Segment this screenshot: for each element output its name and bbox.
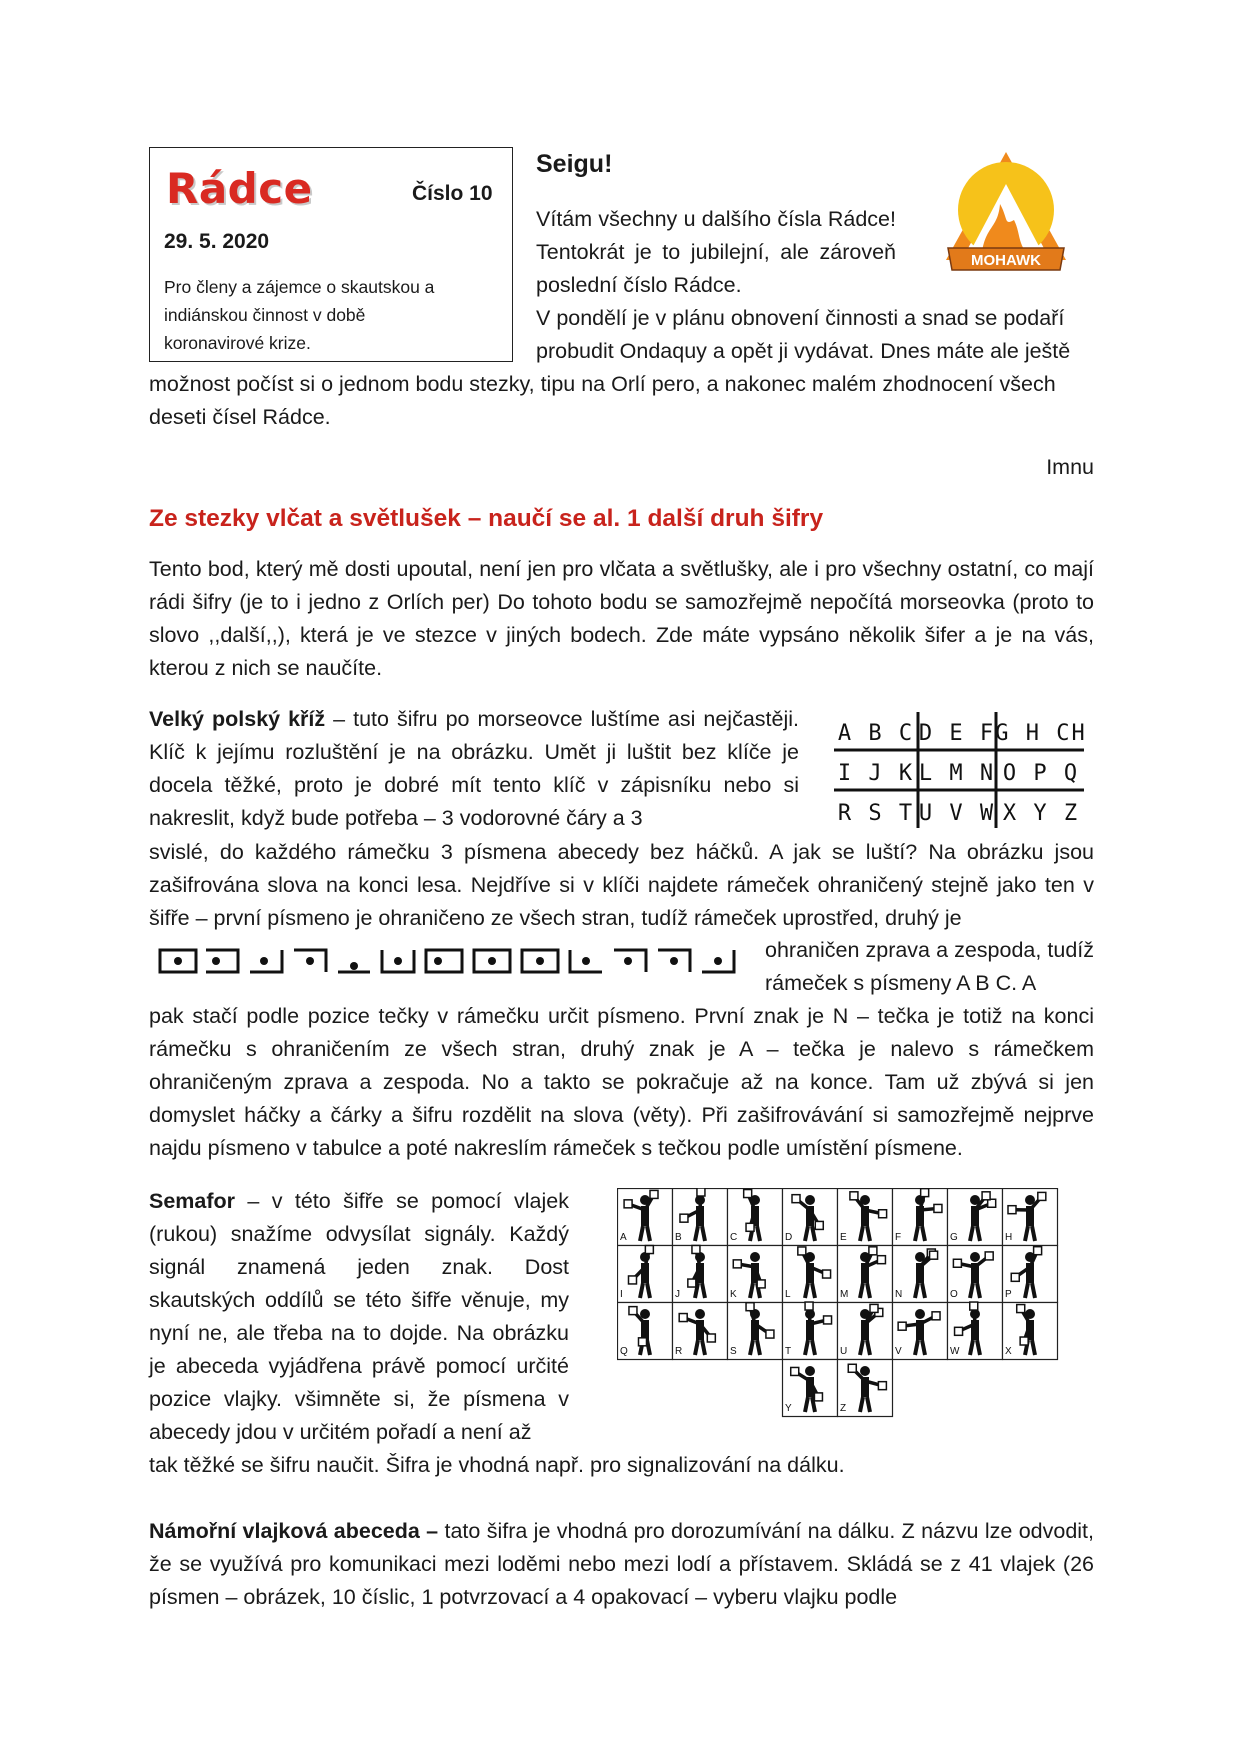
semaphore-letter: Y <box>785 1403 792 1414</box>
semaphore-cell <box>948 1189 1003 1246</box>
semaphore-cell <box>1003 1246 1058 1303</box>
semaphore-letter: D <box>785 1232 793 1243</box>
section-paragraph: Tento bod, který mě dosti upoutal, není jen pro vlčata a světlušky, ale i pro všechny ostatní, co mají rádi šifry (je to i jedno z Orlích per) Do tohoto bodu se samozřejmě nepočítá morseovka (proto to slovo ,,další,,), která je ve stezce v jiných bodech. Zde máte vypsáno několik šifer a je na vás, kterou z nich se naučíte. <box>149 557 1094 680</box>
namorni-paragraph <box>149 1515 1094 1614</box>
semaphore-cell <box>1003 1189 1058 1246</box>
semaphore-letter: O <box>950 1289 958 1300</box>
semafor-term: Semafor <box>149 1189 236 1213</box>
semafor-paragraph-a <box>149 1185 569 1449</box>
semaphore-letter: M <box>840 1289 849 1300</box>
newsletter-title: Rádce <box>166 164 313 213</box>
key-cell: O P Q <box>1002 761 1080 786</box>
key-cell: R S T <box>837 801 915 826</box>
semaphore-cell <box>838 1189 893 1246</box>
semaphore-cell <box>893 1189 948 1246</box>
semafor-text-a: – v této šifře se pomocí vlajek (rukou) snažíme odvysílat signály. Každý signál znamená jeden znak. Dost skautských oddílů se této šifře věnuje, my nyní ne, ale třeba na to dojde. Na obrázku je abeceda vyjádřena právě pomocí určité pozice vlajky. všimněte si, že písmena v abecedy jdou v určitém pořadí a není až <box>149 1189 569 1444</box>
key-cell: G H CH <box>995 721 1087 746</box>
semaphore-cell <box>728 1303 783 1360</box>
polsky-text-a: – tuto šifru po morseovce luštíme asi nejčastěji. Klíč k jejímu rozluštění je na obrázku. Umět ji luštit bez klíče je docela těžké, proto je dobré mít tento klíč v zápisníku nebo si nakreslit, když bude potřeba – 3 vodorovné čáry a 3 <box>149 707 799 830</box>
semaphore-cell <box>728 1189 783 1246</box>
semaphore-letter: J <box>675 1289 680 1300</box>
semaphore-letter: A <box>620 1232 627 1243</box>
semaphore-cell <box>948 1246 1003 1303</box>
newsletter-description: Pro členy a zájemce o skautskou a indiánskou činnost v době koronavirové krize. <box>164 277 435 353</box>
semaphore-cell <box>783 1360 838 1417</box>
semaphore-cell <box>783 1189 838 1246</box>
key-cell: D E F <box>918 721 996 746</box>
namorni-text: tato šifra je vhodná pro dorozumívání na dálku. Z názvu lze odvodit, že se využívá pro komunikaci mezi loděmi nebo mezi lodí a přístavem. Skládá se z 41 vlajek (26 písmen – obrázek, 10 číslic, 1 potvrzovací a 4 opakovací – vyberu vlajku podle <box>149 1519 1094 1609</box>
semaphore-letter: Z <box>840 1403 847 1414</box>
semaphore-cell <box>838 1246 893 1303</box>
logo-text: MOHAWK <box>971 252 1041 269</box>
polsky-paragraph-d: pak stačí podle pozice tečky v rámečku určit písmeno. První znak je N – tečka je totiž na konci rámečku s ohraničením ze všech stran, druhý znak je A – tečka je nalevo s rámečkem ohraničeným zprava a zespoda. No a takto se pokračuje až na konce. Tam už zbývá si jen domyslet háčky a čárky a šifru rozdělit na slova (věty). Při zašifrovávání si samozřejmě nejprve najdu písmeno v tabulce a poté nakreslím rámeček s tečkou podle umístění písmene. <box>149 1004 1094 1160</box>
semaphore-cell <box>783 1246 838 1303</box>
semaphore-alphabet-chart <box>617 1188 1061 1418</box>
key-cell: L M N <box>918 761 996 786</box>
intro-text-b: V pondělí je v plánu obnovení činnosti a snad se podaří probudit Ondaquy a opět ji vydávat. Dnes máte ale ještě <box>536 306 1071 363</box>
masthead-box <box>149 147 513 362</box>
semaphore-cell <box>838 1303 893 1360</box>
namorni-term: Námořní vlajková abeceda – <box>149 1519 439 1543</box>
semaphore-cell <box>838 1360 893 1417</box>
polish-cross-key <box>830 710 1088 830</box>
semaphore-letter: F <box>895 1232 902 1243</box>
semaphore-letter: R <box>675 1346 683 1357</box>
semaphore-letter: U <box>840 1346 848 1357</box>
semaphore-cell <box>948 1302 1003 1359</box>
polish-cross-cipher-example <box>158 946 738 976</box>
semaphore-letter: I <box>620 1289 623 1300</box>
intro-text-a: Vítám všechny u dalšího čísla Rádce! Tentokrát je to jubilejní, ale zároveň poslední číslo Rádce. <box>536 207 896 297</box>
semaphore-letter: Q <box>620 1346 628 1357</box>
semaphore-cell <box>783 1302 838 1359</box>
semaphore-letter: C <box>730 1232 738 1243</box>
key-cell: I J K <box>837 761 915 786</box>
semaphore-letter: N <box>895 1289 903 1300</box>
section-heading: Ze stezky vlčat a světlušek – naučí se al. 1 další druh šifry <box>149 505 824 532</box>
semaphore-cell <box>673 1303 728 1360</box>
semaphore-letter: K <box>730 1289 737 1300</box>
key-cell: X Y Z <box>1002 801 1080 826</box>
semaphore-cell <box>673 1188 728 1245</box>
semaphore-letter: T <box>785 1346 792 1357</box>
signature: Imnu <box>1046 455 1094 479</box>
semaphore-letter: B <box>675 1232 682 1243</box>
semaphore-letter: P <box>1005 1289 1012 1300</box>
polsky-paragraph-a <box>149 703 799 835</box>
semaphore-cell <box>618 1189 673 1246</box>
semaphore-cell <box>673 1245 728 1302</box>
semaphore-letter: L <box>785 1289 791 1300</box>
greeting: Seigu! <box>536 150 613 178</box>
polsky-term: Velký polský kříž <box>149 707 326 731</box>
semaphore-cell <box>1003 1303 1058 1360</box>
semaphore-letter: X <box>1005 1346 1012 1357</box>
intro-text-c: možnost počíst si o jednom bodu stezky, tipu na Orlí pero, a nakonec malém zhodnocení všech deseti čísel Rádce. <box>149 372 1056 429</box>
semaphore-letter: G <box>950 1232 958 1243</box>
semaphore-letter: H <box>1005 1232 1013 1243</box>
issue-number: Číslo 10 <box>412 182 493 205</box>
semaphore-cell <box>618 1246 673 1303</box>
issue-date: 29. 5. 2020 <box>164 230 270 253</box>
mohawk-logo-icon <box>942 148 1070 286</box>
semaphore-letter: E <box>840 1232 847 1243</box>
semaphore-letter: V <box>895 1346 902 1357</box>
semaphore-cell <box>618 1303 673 1360</box>
polsky-paragraph-b: svislé, do každého rámečku 3 písmena abecedy bez háčků. A jak se luští? Na obrázku jsou zašifrována slova na konci lesa. Nejdříve si v klíči najdete rámeček ohraničený stejně jako ten v šifře – první písmeno je ohraničeno ze všech stran, tudíž rámeček uprostřed, druhý je <box>149 840 1094 930</box>
semaphore-cell <box>893 1246 948 1303</box>
semafor-paragraph-b: tak těžké se šifru naučit. Šifra je vhodná např. pro signalizování na dálku. <box>149 1453 845 1477</box>
key-cell: U V W <box>918 801 996 826</box>
polsky-paragraph-c: ohraničen zprava a zespoda, tudíž rámeček s písmeny A B C. A <box>765 938 1094 995</box>
semaphore-letter: W <box>950 1346 960 1357</box>
semaphore-letter: S <box>730 1346 737 1357</box>
key-cell: A B C <box>837 721 915 746</box>
semaphore-cell <box>893 1303 948 1360</box>
semaphore-cell <box>728 1246 783 1303</box>
